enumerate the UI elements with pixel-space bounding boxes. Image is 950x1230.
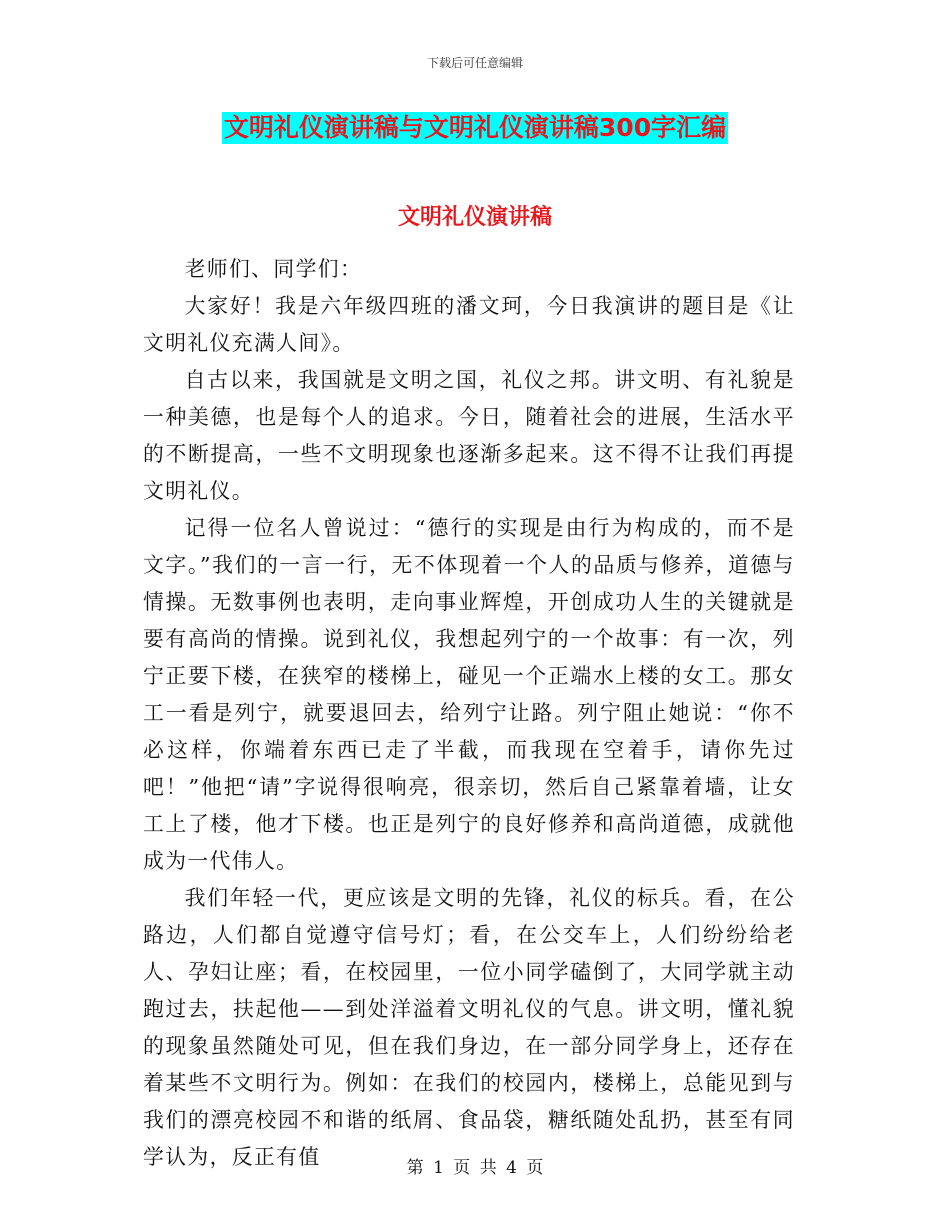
page-header-note: 下载后可任意编辑 [426,56,523,70]
paragraph: 记得一位名人曾说过：“德行的实现是由行为构成的，而不是文字。”我们的一言一行，无不体现着一个人的品质与修养，道德与情操。无数事例也表明，走向事业辉煌，开创成功人生的关键就是要有高尚的情操。说到礼仪，我想起列宁的一个故事：有一次，列宁正要下楼，在狭窄的楼梯上，碰见一个正端水上楼的女工。那女工一看是列宁，就要退回去，给列宁让路。列宁阻止她说：“你不必这样，你端着东西已走了半截，而我现在空着手，请你先过吧！”他把“请”字说得很响亮，很亲切，然后自己紧靠着墙，让女工上了楼，他才下楼。也正是列宁的良好修养和高尚道德，成就他成为一代伟人。 [143,516,795,873]
document-title-container [0,112,950,144]
paragraph-greeting: 老师们、同学们： [184,257,363,281]
document-body [143,221,795,1176]
paragraph: 自古以来，我国就是文明之国，礼仪之邦。讲文明、有礼貌是一种美德，也是每个人的追求。今日，随着社会的进展，生活水平的不断提高，一些不文明现象也逐渐多起来。这不得不让我们再提文明礼仪。 [143,368,795,503]
paragraph: 大家好！我是六年级四班的潘文珂，今日我演讲的题目是《让文明礼仪充满人间》。 [143,294,795,355]
paragraph: 我们年轻一代，更应该是文明的先锋，礼仪的标兵。看，在公路边，人们都自觉遵守信号灯；看，在公交车上，人们纷纷给老人、孕妇让座；看，在校园里，一位小同学磕倒了，大同学就主动跑过去，扶起他——到处洋溢着文明礼仪的气息。讲文明，懂礼貌的现象虽然随处可见，但在我们身边，在一部分同学身上，还存在着某些不文明行为。例如：在我们的校园内，楼梯上，总能见到与我们的漂亮校园不和谐的纸屑、食品袋，糖纸随处乱扔，甚至有同学认为，反正有值 [143,886,795,1169]
section-title: 文明礼仪演讲稿 [397,205,552,230]
page-number-footer: 第 1 页 共 4 页 [406,1158,544,1178]
document-title: 文明礼仪演讲稿与文明礼仪演讲稿300字汇编 [223,113,727,142]
